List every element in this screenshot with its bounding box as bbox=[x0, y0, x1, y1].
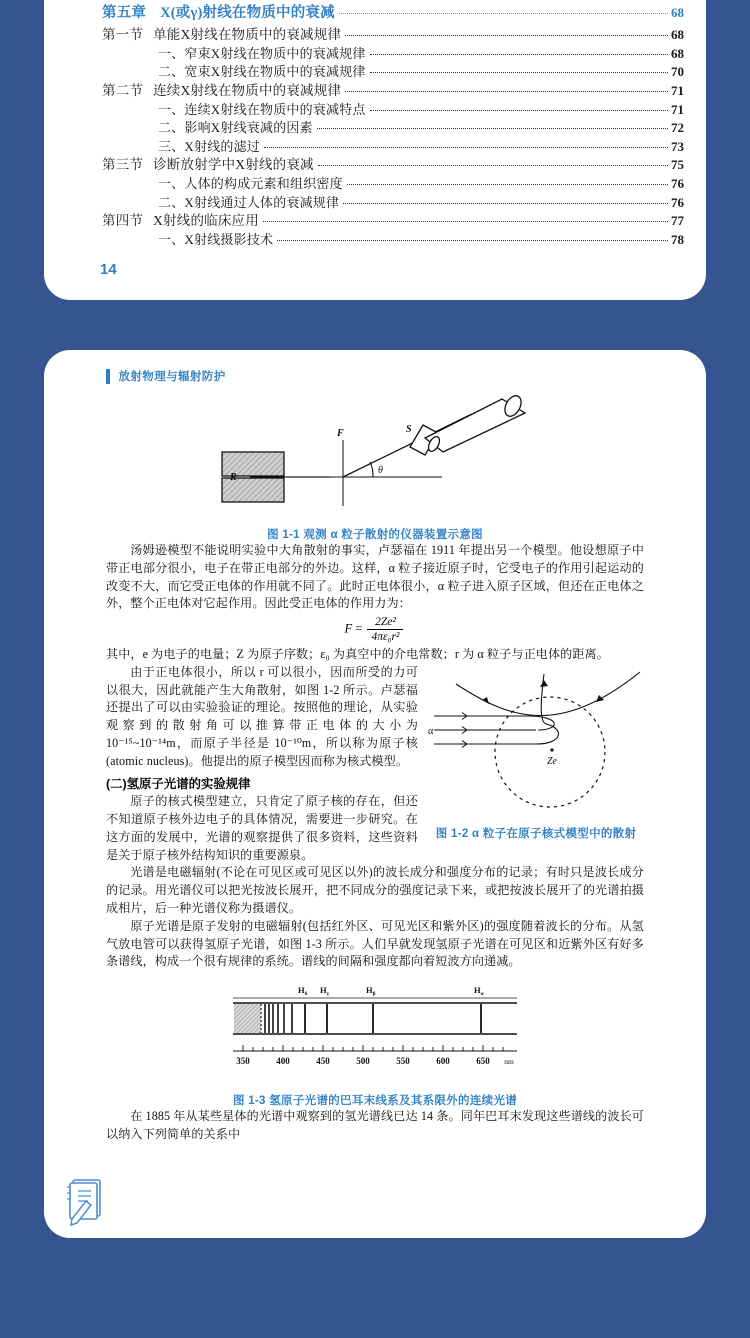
svg-text:550: 550 bbox=[396, 1056, 410, 1067]
toc-row-label: 第一节 bbox=[102, 26, 144, 42]
figure-1-2 bbox=[428, 666, 644, 841]
toc-row-leader-dots bbox=[264, 147, 668, 148]
page-content bbox=[44, 394, 706, 1144]
page-number: 14 bbox=[100, 261, 117, 278]
formula-lhs: F bbox=[344, 621, 353, 636]
toc-row-leader-dots bbox=[347, 184, 668, 185]
figure-1-1-graphic bbox=[210, 394, 540, 519]
toc-row-page-number: 68 bbox=[671, 26, 684, 42]
toc-row-label: 第二节 bbox=[102, 82, 144, 98]
section-heading-hydrogen-spectrum: (二)氢原子光谱的实验规律 bbox=[106, 777, 251, 792]
paragraph-1: 汤姆逊模型不能说明实验中大角散射的事实，卢瑟福在 1911 年提出另一个模型。他设想原子中带正电部分很小，电子在带正电部分的外边。这样，α 粒子接近原子时，它受电子的作用引起运动的改变不大，而它受正电体的作用就不同了。此时正电体很小，α 粒子进入原子区域，但还在正电体之外，整个正电体对它起作用。因此受正电体的作用力为： bbox=[106, 543, 644, 611]
svg-text:650: 650 bbox=[476, 1056, 490, 1067]
toc-row-label: 第四节 bbox=[102, 213, 144, 228]
toc-row-leader-dots bbox=[370, 72, 668, 73]
toc-row[interactable] bbox=[102, 233, 684, 246]
figure-1-2-graphic bbox=[428, 666, 644, 818]
toc-row-leader-dots bbox=[370, 54, 668, 55]
svg-text:Ze: Ze bbox=[547, 755, 557, 767]
toc-row-page-number: 75 bbox=[671, 157, 684, 172]
toc-row-title: X(或γ)射线在物质中的衰减 bbox=[160, 5, 335, 21]
toc-row-title: X射线的临床应用 bbox=[153, 213, 259, 228]
toc-row-leader-dots bbox=[339, 13, 668, 14]
toc-row[interactable] bbox=[102, 84, 684, 98]
toc-row[interactable] bbox=[102, 6, 684, 21]
toc-row-page-number: 78 bbox=[671, 232, 684, 247]
svg-text:R: R bbox=[230, 472, 237, 483]
svg-text:Hα: $H_\alpha$ bbox=[474, 985, 484, 998]
toc-row-page-number: 68 bbox=[671, 45, 684, 61]
toc-list bbox=[44, 0, 706, 246]
formula-numerator: 2Ze² bbox=[367, 616, 403, 630]
toc-row-title: 二、X射线通过人体的衰减规律 bbox=[158, 194, 340, 210]
running-head-accent-bar bbox=[106, 369, 110, 384]
paragraph-5: 光谱是电磁辐射(不论在可见区或可见区以外)的波长成分和强度分布的记录；有时只是波长成分的记录。用光谱仪可以把光按波长展开，把不同成分的强度记录下来，或把按波长展开了的光谱拍摄成相片，后一种光谱仪称为摄谱仪。 bbox=[106, 865, 644, 916]
paragraph-2: 其中，e 为电子的电量；Z 为原子序数；ε₀ 为真空中的介电常数；r 为 α 粒子与正电体的距离。 bbox=[106, 647, 609, 662]
toc-row-title: 单能X射线在物质中的衰减规律 bbox=[153, 26, 342, 42]
figure-1-3-caption: 图 1-3 氢原子光谱的巴耳末线系及其系限外的连续光谱 bbox=[232, 1095, 518, 1108]
toc-row-page-number: 70 bbox=[671, 64, 684, 79]
toc-row[interactable] bbox=[102, 103, 684, 116]
svg-text:α: α bbox=[428, 725, 434, 737]
toc-row[interactable] bbox=[102, 28, 684, 42]
toc-row[interactable] bbox=[102, 140, 684, 153]
toc-row-title: 连续X射线在物质中的衰减规律 bbox=[153, 82, 342, 98]
toc-row-page-number: 76 bbox=[671, 176, 684, 191]
figure2-text-block bbox=[106, 664, 644, 865]
formula-fraction bbox=[367, 616, 403, 643]
toc-row[interactable] bbox=[102, 65, 684, 78]
svg-text:θ: θ bbox=[378, 465, 383, 476]
toc-row-leader-dots bbox=[263, 221, 668, 222]
toc-row-title: 一、X射线摄影技术 bbox=[158, 232, 274, 247]
toc-row[interactable] bbox=[102, 121, 684, 134]
svg-text:Hβ: $H_\beta$ bbox=[366, 985, 376, 998]
running-head-title: 放射物理与辐射防护 bbox=[118, 371, 226, 383]
toc-row-leader-dots bbox=[343, 203, 668, 204]
formula-equals: = bbox=[355, 621, 363, 636]
figure-1-1 bbox=[106, 394, 644, 542]
toc-row-title: 一、窄束X射线在物质中的衰减规律 bbox=[158, 45, 366, 61]
svg-text:F: F bbox=[337, 428, 344, 439]
toc-row-title: 一、人体的构成元素和组织密度 bbox=[158, 176, 343, 191]
running-head bbox=[106, 368, 706, 384]
toc-row-page-number: 77 bbox=[671, 213, 684, 228]
svg-text:600: 600 bbox=[436, 1056, 450, 1067]
toc-row-label: 第三节 bbox=[102, 157, 144, 172]
toc-row-page-number: 72 bbox=[671, 120, 684, 135]
toc-row-leader-dots bbox=[317, 128, 668, 129]
svg-text:500: 500 bbox=[356, 1056, 370, 1067]
svg-text:S: S bbox=[406, 424, 412, 435]
toc-row-page-number: 68 bbox=[671, 5, 684, 20]
figure-1-2-caption: 图 1-2 α 粒子在原子核式模型中的散射 bbox=[435, 827, 637, 840]
paragraph-3: 由于正电体很小，所以 r 可以很小，因而所受的力可以很大，因此就能产生大角散射，如图 1-2 所示。卢瑟福还提出了可以由实验验证的理论。按照他的理论，从实验观察到的散射角可以推算带正电体的大小为 10⁻¹⁵~10⁻¹⁴m，而原子半径是 10⁻¹⁰m，所以称为原子核(atomic nucleus)。他提出的原子模型因而称为核式模型。 bbox=[106, 664, 418, 768]
content-page bbox=[44, 350, 706, 1238]
figure-1-3-graphic bbox=[225, 981, 525, 1085]
toc-row[interactable] bbox=[102, 214, 684, 228]
svg-text:350: 350 bbox=[236, 1056, 250, 1067]
paragraph-7: 在 1885 年从某些星体的光谱中观察到的氢光谱线已达 14 条。同年巴耳末发现这些谱线的波长可以纳入下列简单的关系中 bbox=[106, 1109, 644, 1141]
paragraph-6: 原子光谱是原子发射的电磁辐射(包括红外区、可见光区和紫外区)的强度随着波长的分布。从氢气放电管可以获得氢原子光谱，如图 1-3 所示。人们早就发现氢原子光谱在可见区和近紫外区有好多条谱线，构成一个很有规律的系统。谱线的间隔和强度都向着短波方向递减。 bbox=[106, 918, 644, 969]
toc-row[interactable] bbox=[102, 177, 684, 190]
toc-row-title: 二、宽束X射线在物质中的衰减规律 bbox=[158, 64, 366, 79]
svg-text:Hδ: $H_\delta$ bbox=[298, 985, 308, 998]
toc-row-page-number: 71 bbox=[671, 82, 684, 98]
toc-row-leader-dots bbox=[345, 91, 668, 92]
toc-row-page-number: 73 bbox=[671, 138, 684, 154]
svg-text:Hγ: $H_\gamma$ bbox=[320, 985, 330, 998]
figure-1-3 bbox=[106, 981, 644, 1108]
svg-text:450: 450 bbox=[316, 1056, 330, 1067]
toc-row-title: 三、X射线的滤过 bbox=[158, 138, 260, 154]
toc-row[interactable] bbox=[102, 47, 684, 60]
svg-text:400: 400 bbox=[276, 1056, 290, 1067]
notebook-pen-icon bbox=[62, 1175, 108, 1232]
toc-row-leader-dots bbox=[277, 240, 668, 241]
toc-row-title: 一、连续X射线在物质中的衰减特点 bbox=[158, 101, 366, 117]
formula-coulomb bbox=[106, 616, 644, 643]
toc-row-leader-dots bbox=[318, 165, 668, 166]
toc-row-leader-dots bbox=[345, 35, 668, 36]
toc-page bbox=[44, 0, 706, 300]
toc-row-label: 第五章 bbox=[102, 5, 147, 21]
svg-text:nm: nm bbox=[504, 1057, 514, 1067]
figure-1-1-caption: 图 1-1 观测 α 粒子散射的仪器装置示意图 bbox=[267, 529, 483, 541]
toc-row-title: 诊断放射学中X射线的衰减 bbox=[153, 157, 314, 172]
toc-row-title: 二、影响X射线衰减的因素 bbox=[158, 120, 313, 135]
toc-row-page-number: 76 bbox=[671, 194, 684, 210]
toc-row[interactable] bbox=[102, 196, 684, 209]
toc-row-leader-dots bbox=[370, 110, 668, 111]
toc-row[interactable] bbox=[102, 158, 684, 172]
toc-row-page-number: 71 bbox=[671, 101, 684, 117]
formula-denominator: 4πε₀r² bbox=[371, 631, 400, 644]
paragraph-4: 原子的核式模型建立，只肯定了原子核的存在，但还不知道原子核外边电子的具体情况，需要进一步研究。在这方面的发展中，光谱的观察提供了很多资料，这些资料是关于原子核外结构知识的重要源泉。 bbox=[106, 794, 418, 862]
